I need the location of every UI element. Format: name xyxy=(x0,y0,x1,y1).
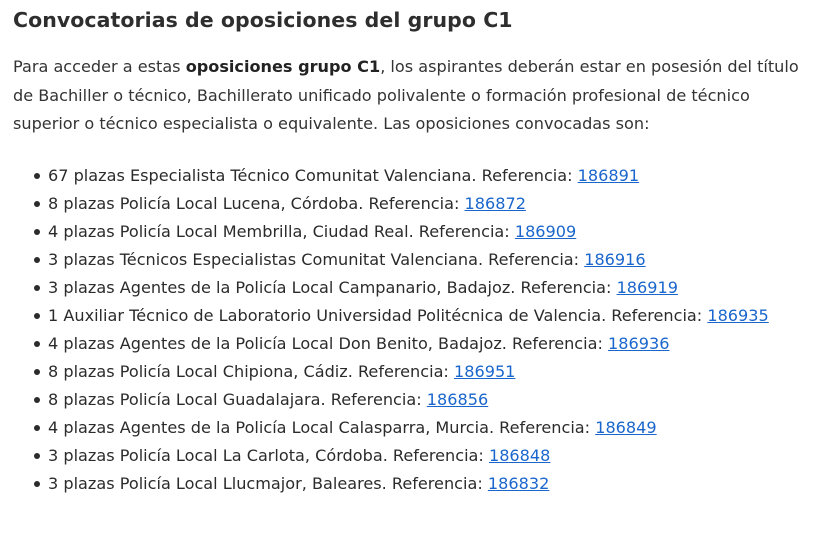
reference-link[interactable]: 186951 xyxy=(453,361,516,381)
convocatorias-list xyxy=(13,162,803,498)
item-text: 67 plazas Especialista Técnico Comunitat Valenciana. Referencia: xyxy=(48,165,578,185)
section-heading: Convocatorias de oposiciones del grupo C1 xyxy=(13,8,513,32)
reference-link[interactable]: 186849 xyxy=(595,417,657,437)
list-item xyxy=(48,470,803,498)
item-text: 8 plazas Policía Local Lucena, Córdoba. Referencia: xyxy=(48,193,465,213)
reference-link[interactable]: 186909 xyxy=(514,221,577,241)
item-text: 3 plazas Policía Local La Carlota, Córdoba. Referencia: xyxy=(48,445,489,465)
item-text: 8 plazas Policía Local Guadalajara. Referencia: xyxy=(48,389,427,409)
list-item xyxy=(48,162,803,190)
list-item xyxy=(48,442,803,470)
item-text: 4 plazas Agentes de la Policía Local Calasparra, Murcia. Referencia: xyxy=(48,417,596,437)
list-item xyxy=(48,414,803,442)
intro-paragraph xyxy=(13,53,803,139)
reference-link[interactable]: 186872 xyxy=(464,193,526,213)
list-item xyxy=(48,218,803,246)
item-text: 3 plazas Policía Local Llucmajor, Baleares. Referencia: xyxy=(48,473,488,493)
list-item xyxy=(48,330,803,358)
reference-link[interactable]: 186848 xyxy=(488,445,551,465)
reference-link[interactable]: 186935 xyxy=(707,305,769,325)
reference-link[interactable]: 186856 xyxy=(426,389,489,409)
reference-link[interactable]: 186832 xyxy=(487,473,550,493)
item-text: 3 plazas Agentes de la Policía Local Campanario, Badajoz. Referencia: xyxy=(48,277,617,297)
list-item xyxy=(48,274,803,302)
list-item xyxy=(48,386,803,414)
reference-link[interactable]: 186916 xyxy=(584,249,646,269)
item-text: 4 plazas Policía Local Membrilla, Ciudad Real. Referencia: xyxy=(48,221,515,241)
list-item xyxy=(48,246,803,274)
intro-bold-keyword: oposiciones grupo C1 xyxy=(185,57,381,76)
list-item xyxy=(48,358,803,386)
reference-link[interactable]: 186919 xyxy=(616,277,678,297)
reference-link[interactable]: 186936 xyxy=(608,333,670,353)
item-text: 8 plazas Policía Local Chipiona, Cádiz. Referencia: xyxy=(48,361,454,381)
list-item xyxy=(48,190,803,218)
list-item xyxy=(48,302,803,330)
item-text: 3 plazas Técnicos Especialistas Comunitat Valenciana. Referencia: xyxy=(48,249,585,269)
intro-text-start: Para acceder a estas xyxy=(13,57,186,76)
reference-link[interactable]: 186891 xyxy=(577,165,640,185)
intro-text-end: , los aspirantes deberán estar en posesión del título de Bachiller o técnico, Bachillerato unificado polivalente o formación profesional de técnico superior o técnico especialista o equivalente. Las oposiciones convocadas son: xyxy=(13,57,799,133)
item-text: 4 plazas Agentes de la Policía Local Don Benito, Badajoz. Referencia: xyxy=(48,333,609,353)
item-text: 1 Auxiliar Técnico de Laboratorio Universidad Politécnica de Valencia. Referencia: xyxy=(48,305,708,325)
